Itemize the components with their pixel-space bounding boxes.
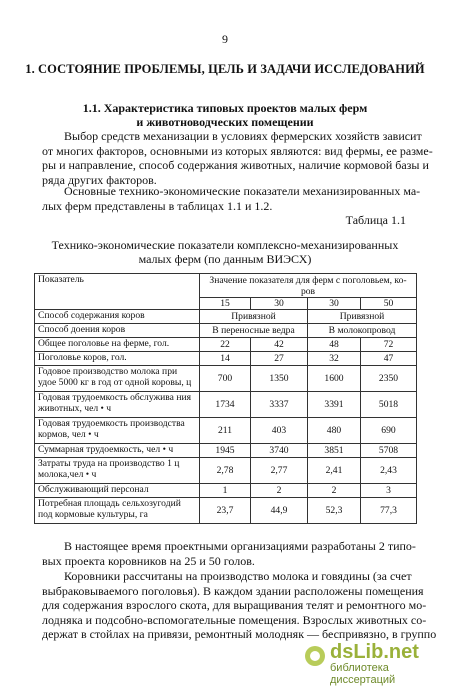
row-label: Способ доения коров	[35, 324, 200, 338]
cell-value: 52,3	[308, 498, 361, 524]
table-caption-line-1: Технико-экономические показатели комплексно-механизированных	[51, 238, 399, 252]
cell-value: 23,7	[200, 498, 251, 524]
text-line: Коровники рассчитаны на производство молока и говядины (за счет	[64, 569, 412, 583]
table-row	[35, 444, 417, 458]
cell-value: 5018	[361, 392, 417, 418]
text-line: держат в стойлах на привязи, ремонтный молодняк — беспривязно, в группо	[42, 627, 437, 642]
header-indicator: Показатель	[35, 274, 200, 310]
table-row	[35, 338, 417, 352]
text-line: лодняка и подсобно-вспомогательные помещения. Взрослых животных со-	[42, 612, 427, 627]
cell-value: 2,41	[308, 458, 361, 484]
table-row	[35, 324, 417, 338]
cell-value: 1350	[251, 366, 308, 392]
cell-value: 1	[200, 484, 251, 498]
text-line: вых проекта коровников на 25 и 50 голов.	[42, 553, 255, 568]
indicators-table	[34, 273, 417, 524]
text-line: В настоящее время проектными организациями разработаны 2 типо-	[64, 539, 416, 553]
cell-value: 22	[200, 338, 251, 352]
cell-value: 1734	[200, 392, 251, 418]
cell-value: 211	[200, 418, 251, 444]
text-line: для содержания взрослого скота, для выращивания телят и ремонтного мо-	[42, 598, 427, 613]
table-row	[35, 392, 417, 418]
cell-value: В молокопровод	[308, 324, 417, 338]
dslib-logo-icon	[304, 645, 326, 667]
row-label: Годовая трудоемкость обслужива ния животных, чел • ч	[35, 392, 200, 418]
paragraph-projects	[42, 539, 420, 568]
cell-value: 2,43	[361, 458, 417, 484]
text-line: Выбор средств механизации в условиях фермерских хозяйств зависит	[64, 129, 422, 143]
table-label: Таблица 1.1	[345, 213, 406, 227]
paragraph-tables-ref	[42, 184, 420, 213]
chapter-heading: 1. СОСТОЯНИЕ ПРОБЛЕМЫ, ЦЕЛЬ И ЗАДАЧИ ИССЛЕДОВАНИЙ	[25, 62, 425, 76]
table-row	[35, 484, 417, 498]
cell-value: 2	[308, 484, 361, 498]
paragraph-intro	[42, 129, 433, 187]
header-value-group: Значение показателя для ферм с поголовьем, ко-ров	[200, 274, 417, 298]
text-line: от многих факторов, основными из которых являются: вид фермы, ее разме-	[42, 143, 433, 158]
row-label: Затраты труда на производство 1 ц молока,чел • ч	[35, 458, 200, 484]
page-number: 9	[222, 32, 228, 46]
row-label: Потребная площадь сельхозугодий под кормовые культуры, га	[35, 498, 200, 524]
cell-value: 3740	[251, 444, 308, 458]
cell-value: 2,78	[200, 458, 251, 484]
table-row	[35, 498, 417, 524]
cell-value: 2	[251, 484, 308, 498]
row-label: Обслуживающий персонал	[35, 484, 200, 498]
row-label: Общее поголовье на ферме, гол.	[35, 338, 200, 352]
cell-value: 2350	[361, 366, 417, 392]
cell-value: 14	[200, 352, 251, 366]
header-size: 30	[251, 298, 308, 310]
row-label: Годовое производство молока при удое 5000 кг в год от одной коровы, ц	[35, 366, 200, 392]
table-header-row	[35, 274, 417, 298]
table-row	[35, 310, 417, 324]
text-line: ры и направление, способ содержания животных, наличие кормовой базы и	[42, 158, 429, 173]
cell-value: 1945	[200, 444, 251, 458]
text-line: выбраковываемого поголовья). В каждом здании расположены помещения	[42, 583, 424, 598]
table-row	[35, 366, 417, 392]
watermark-subtitle: библиотека диссертаций	[330, 662, 396, 686]
cell-value: 44,9	[251, 498, 308, 524]
cell-value: 3	[361, 484, 417, 498]
cell-value: 3851	[308, 444, 361, 458]
header-size: 15	[200, 298, 251, 310]
cell-value: 27	[251, 352, 308, 366]
cell-value: 32	[308, 352, 361, 366]
section-heading-line-1: 1.1. Характеристика типовых проектов малых ферм	[82, 101, 368, 115]
header-size: 30	[308, 298, 361, 310]
text-line: лых ферм представлены в таблицах 1.1 и 1.2.	[42, 198, 273, 213]
cell-value: Привязной	[200, 310, 308, 324]
table-row	[35, 418, 417, 444]
cell-value: 48	[308, 338, 361, 352]
cell-value: 3391	[308, 392, 361, 418]
watermark[interactable]	[330, 641, 450, 686]
row-label: Поголовье коров, гол.	[35, 352, 200, 366]
cell-value: 3337	[251, 392, 308, 418]
text-line: ряда других факторов.	[42, 172, 157, 187]
table-row	[35, 458, 417, 484]
cell-value: Привязной	[308, 310, 417, 324]
watermark-title: dsLib.net	[330, 641, 419, 663]
cell-value: В переносные ведра	[200, 324, 308, 338]
row-label: Годовая трудоемкость производства кормов, чел • ч	[35, 418, 200, 444]
row-label: Суммарная трудоемкость, чел • ч	[35, 444, 200, 458]
cell-value: 47	[361, 352, 417, 366]
table-row	[35, 352, 417, 366]
cell-value: 77,3	[361, 498, 417, 524]
cell-value: 480	[308, 418, 361, 444]
paragraph-cowsheds	[42, 569, 437, 642]
cell-value: 42	[251, 338, 308, 352]
header-size: 50	[361, 298, 417, 310]
cell-value: 700	[200, 366, 251, 392]
cell-value: 5708	[361, 444, 417, 458]
cell-value: 690	[361, 418, 417, 444]
cell-value: 72	[361, 338, 417, 352]
row-label: Способ содержания коров	[35, 310, 200, 324]
table-caption-line-2: малых ферм (по данным ВИЭСХ)	[138, 252, 312, 266]
section-heading-line-2: и животноводческих помещении	[136, 115, 314, 129]
cell-value: 2,77	[251, 458, 308, 484]
text-line: Основные технико-экономические показатели механизированных ма-	[64, 184, 421, 198]
cell-value: 403	[251, 418, 308, 444]
cell-value: 1600	[308, 366, 361, 392]
